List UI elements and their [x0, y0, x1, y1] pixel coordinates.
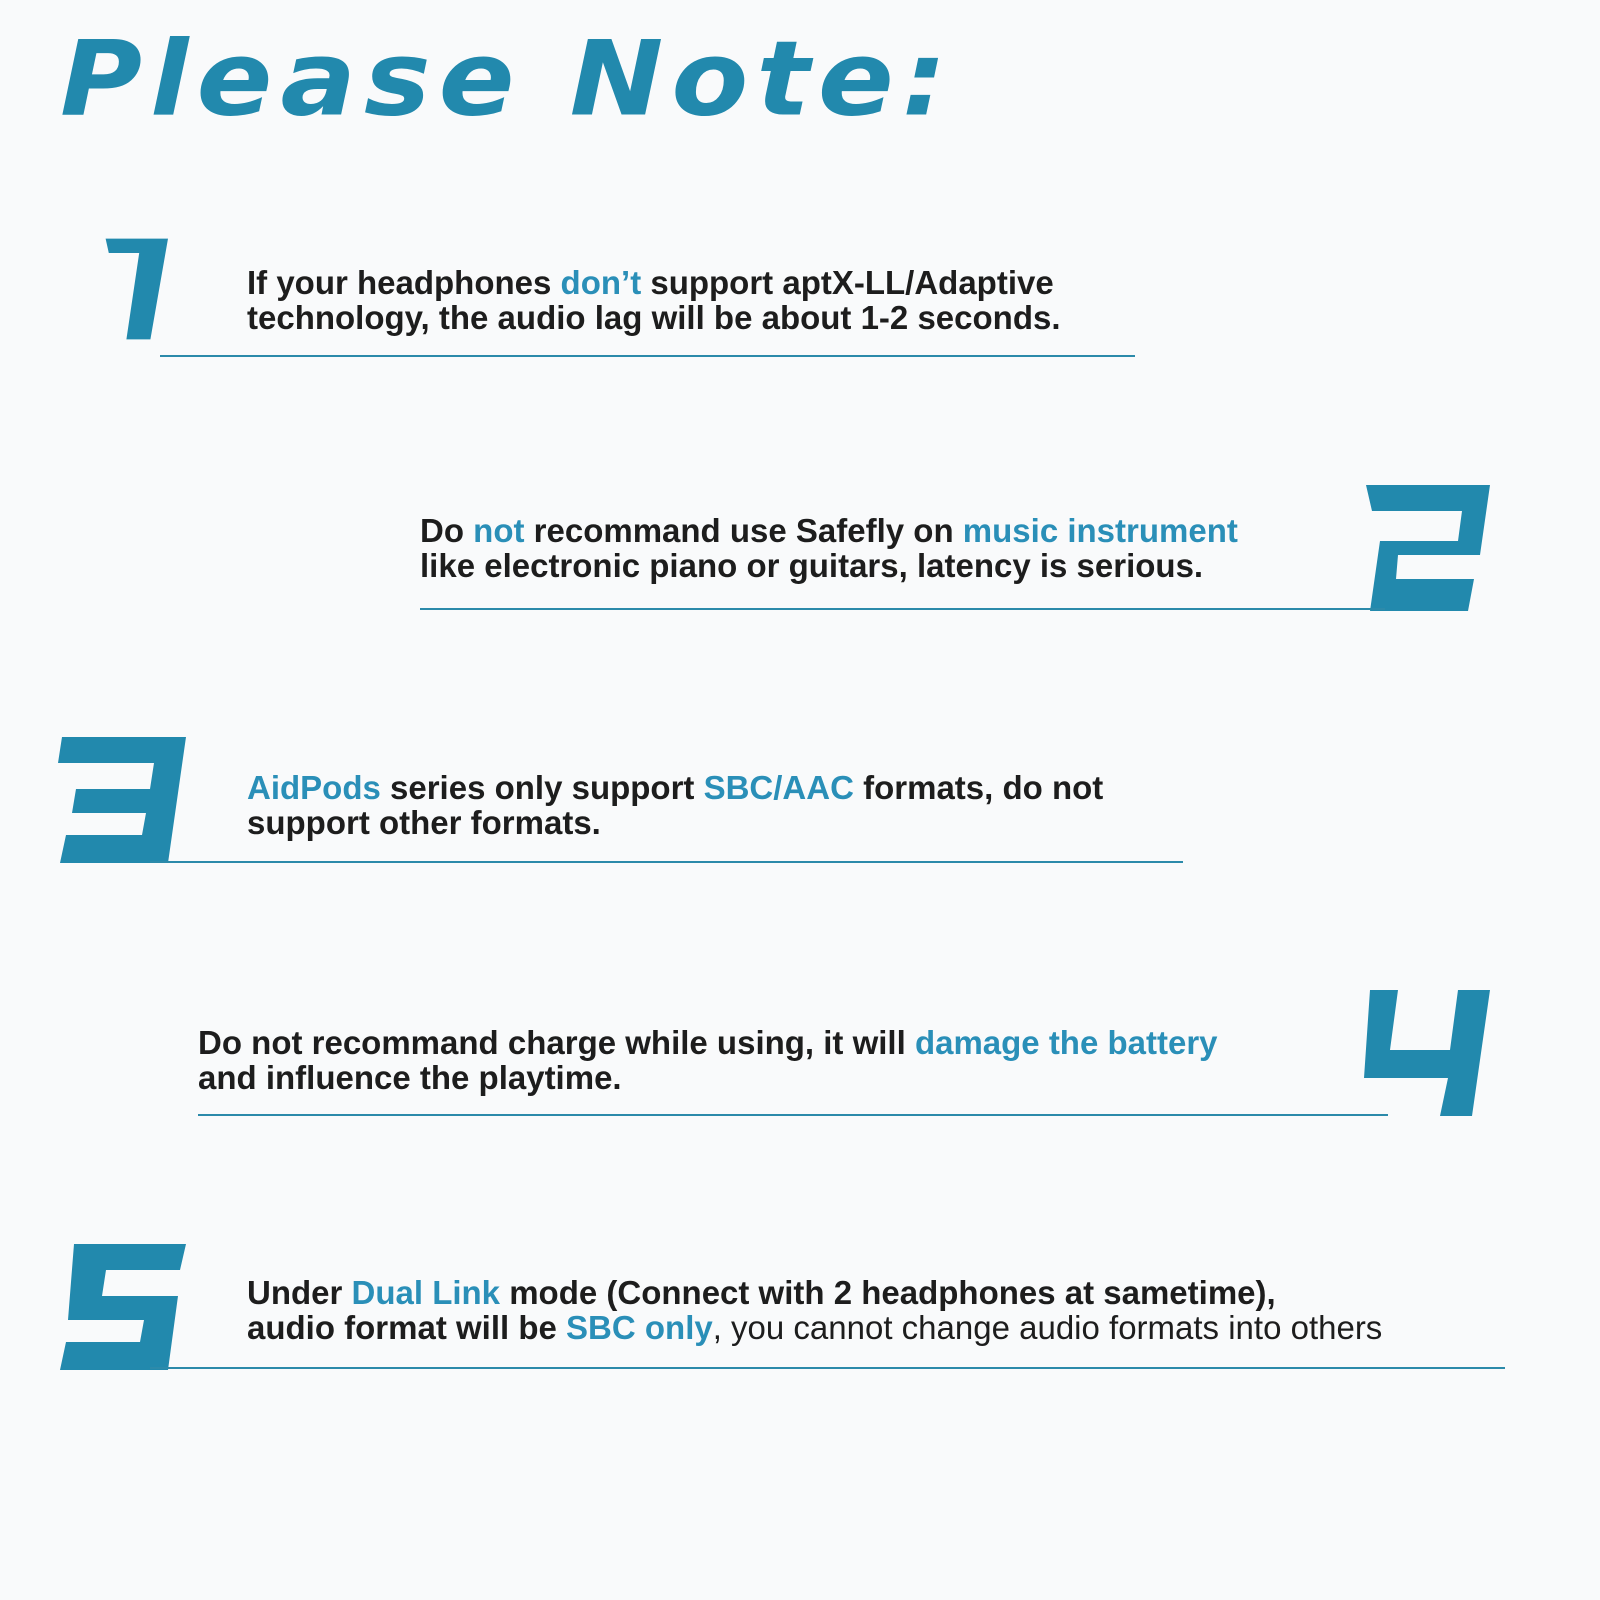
- note-text-segment: and influence the playtime.: [198, 1059, 622, 1096]
- note-1-text: [247, 265, 1061, 335]
- note-text-segment: Do: [420, 512, 474, 549]
- numeral-2-icon: [1362, 483, 1492, 613]
- highlight-text: don’t: [560, 264, 642, 301]
- numeral-4-icon: [1362, 988, 1492, 1118]
- note-text-segment: Under: [247, 1274, 352, 1311]
- note-5-text: [247, 1275, 1382, 1345]
- note-text-segment: formats, do not: [853, 769, 1104, 806]
- note-3-text: [247, 770, 1103, 840]
- highlight-text: music instrument: [962, 512, 1238, 549]
- highlight-text: SBC/AAC: [703, 769, 854, 806]
- note-2-divider: [420, 608, 1385, 610]
- note-text-segment: technology, the audio lag will be about 1-2 seconds.: [247, 299, 1061, 336]
- note-4-text: [198, 1025, 1218, 1095]
- note-text-segment: , you cannot change audio formats into others: [712, 1309, 1383, 1346]
- note-text-segment: support other formats.: [247, 804, 601, 841]
- highlight-text: SBC only: [566, 1309, 713, 1346]
- numeral-5-icon: [58, 1242, 188, 1372]
- note-text-segment: recommand use Safefly on: [524, 512, 963, 549]
- note-text-segment: mode (Connect with 2 headphones at sametime),: [500, 1274, 1276, 1311]
- page-title: Please Note:: [60, 19, 955, 140]
- note-text-segment: series only support: [380, 769, 704, 806]
- numeral-1-icon: [104, 228, 184, 358]
- highlight-text: not: [473, 512, 525, 549]
- note-text-segment: support aptX-LL/Adaptive: [641, 264, 1054, 301]
- note-text-segment: audio format will be: [247, 1309, 567, 1346]
- note-text-segment: If your headphones: [247, 264, 561, 301]
- note-text-segment: like electronic piano or guitars, latency is serious.: [420, 547, 1204, 584]
- note-3-divider: [150, 861, 1183, 863]
- note-2-text: [420, 513, 1238, 583]
- note-1-divider: [160, 355, 1135, 357]
- numeral-3-icon: [58, 735, 188, 865]
- highlight-text: Dual Link: [351, 1274, 501, 1311]
- highlight-text: damage the battery: [914, 1024, 1218, 1061]
- note-5-divider: [150, 1367, 1505, 1369]
- highlight-text: AidPods: [247, 769, 381, 806]
- note-4-divider: [198, 1114, 1388, 1116]
- note-text-segment: Do not recommand charge while using, it will: [198, 1024, 915, 1061]
